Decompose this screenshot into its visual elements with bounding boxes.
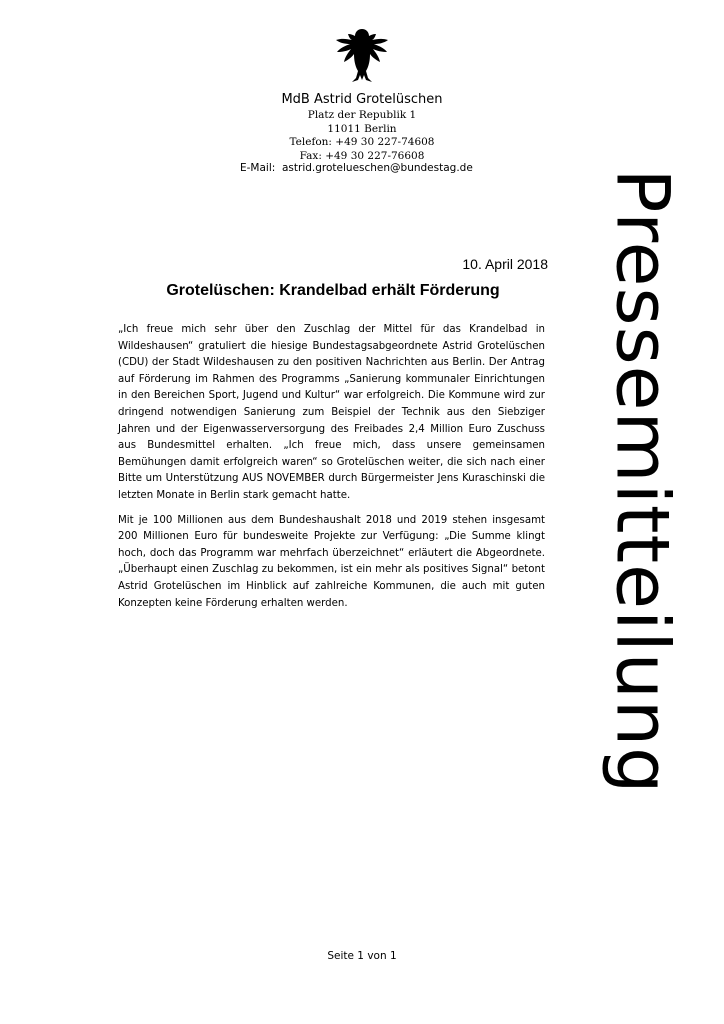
address-fax: Fax: +49 30 227-76608 (299, 149, 425, 162)
sender-email-line (240, 162, 473, 174)
side-label-text: Pressemitteilung (599, 167, 685, 795)
page-title: Grotelüschen: Krandelbad erhält Förderung (166, 282, 500, 299)
email-label: E-Mail: (240, 162, 276, 174)
email-address[interactable]: astrid.grotelueschen@bundestag.de (281, 162, 473, 174)
address-city: 11011 Berlin (327, 122, 397, 135)
sender-name: MdB Astrid Grotelüschen (281, 92, 443, 107)
sender-address (180, 109, 544, 163)
page-number: Seite 1 von 1 (327, 950, 397, 962)
address-phone: Telefon: +49 30 227-74608 (289, 136, 435, 149)
press-release-side-label (572, 96, 712, 866)
address-street: Platz der Republik 1 (307, 109, 417, 121)
paragraph: „Ich freue mich sehr über den Zuschlag der Mittel für das Krandelbad in Wildeshausen“ gratuliert die hiesige Bundestagsabgeordnete Astrid Grotelüschen (CDU) der Stadt Wildeshausen zu den positiven Nachrichten aus Berlin. Der Antrag auf Förderung im Rahmen des Programms „Sanierung kommunaler Einrichtungen in den Bereichen Sport, Jugend und Kultur“ war erfolgreich. Die Kommune wird zur dringend notwendigen Sanierung zum Beispiel der Technik aus den Siebziger Jahren und der Eigenwasserversorgung des Freibades 2,4 Million Euro Zuschuss aus Bundesmittel erhalten. „Ich freue mich, dass unsere gemeinsamen Bemühungen damit erfolgreich waren“ so Grotelüschen weiter, die sich nach einer Bitte um Unterstützung AUS NOVEMBER durch Bürgermeister Jens Kuraschinski die letzten Monate in Berlin stark gemacht hatte. (118, 324, 545, 501)
article-body (118, 322, 545, 620)
paragraph: Mit je 100 Millionen aus dem Bundeshaushalt 2018 und 2019 stehen insgesamt 200 Millionen Euro für bundesweite Projekte zur Verfügung: „Die Summe klingt hoch, doch das Programm war mehrfach überzeichnet“ erläutert die Abgeordnete. „Überhaupt einen Zuschlag zu bekommen, ist ein mehr als positives Signal“ betont Astrid Grotelüschen im Hinblick auf zahlreiche Kommunen, die auch mit guten Konzepten keine Förderung erhalten werden. (118, 514, 545, 609)
release-date: 10. April 2018 (462, 256, 548, 272)
federal-eagle-icon (334, 26, 390, 86)
